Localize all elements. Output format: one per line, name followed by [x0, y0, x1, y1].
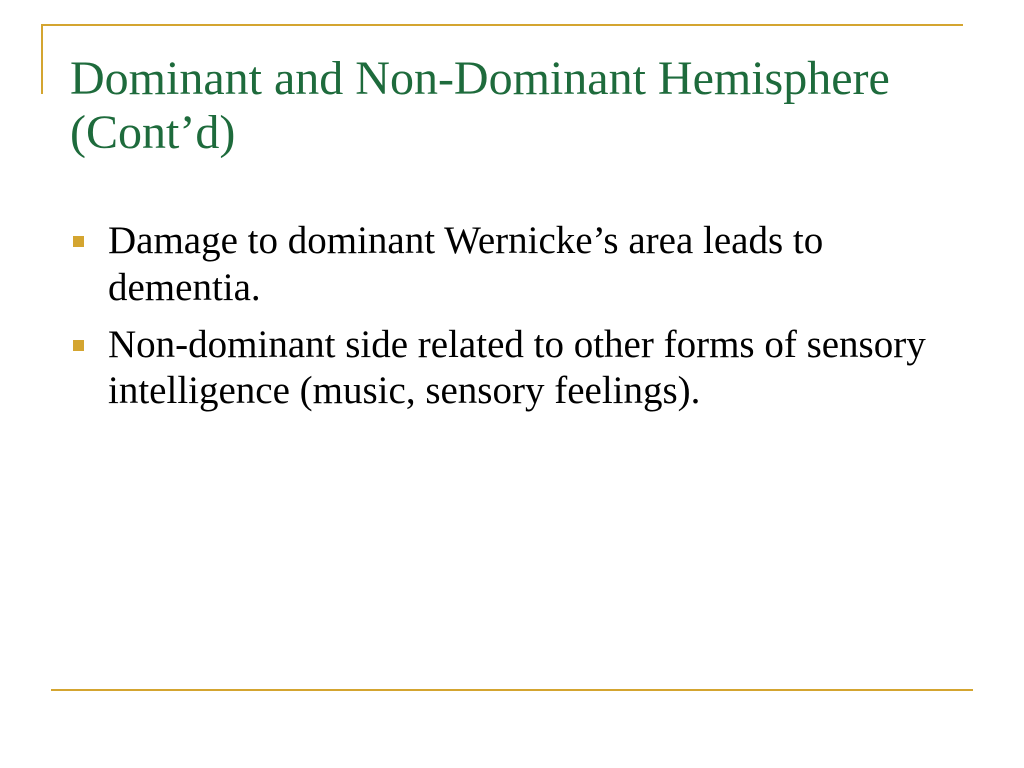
square-bullet-icon	[73, 236, 84, 247]
left-corner-rule	[41, 24, 43, 94]
bullet-text: Non-dominant side related to other forms of sensory intelligence (music, sensory feelings).	[108, 322, 926, 413]
top-rule	[41, 24, 963, 26]
bullet-item-wernicke-damage	[70, 218, 930, 312]
bullet-item-non-dominant-side	[70, 322, 930, 416]
slide-title: Dominant and Non-Dominant Hemisphere (Cont’d)	[70, 52, 890, 159]
bullet-text: Damage to dominant Wernicke’s area leads to dementia.	[108, 219, 824, 309]
square-bullet-icon	[73, 340, 84, 351]
bottom-rule	[51, 689, 973, 691]
bullet-list	[70, 218, 930, 425]
